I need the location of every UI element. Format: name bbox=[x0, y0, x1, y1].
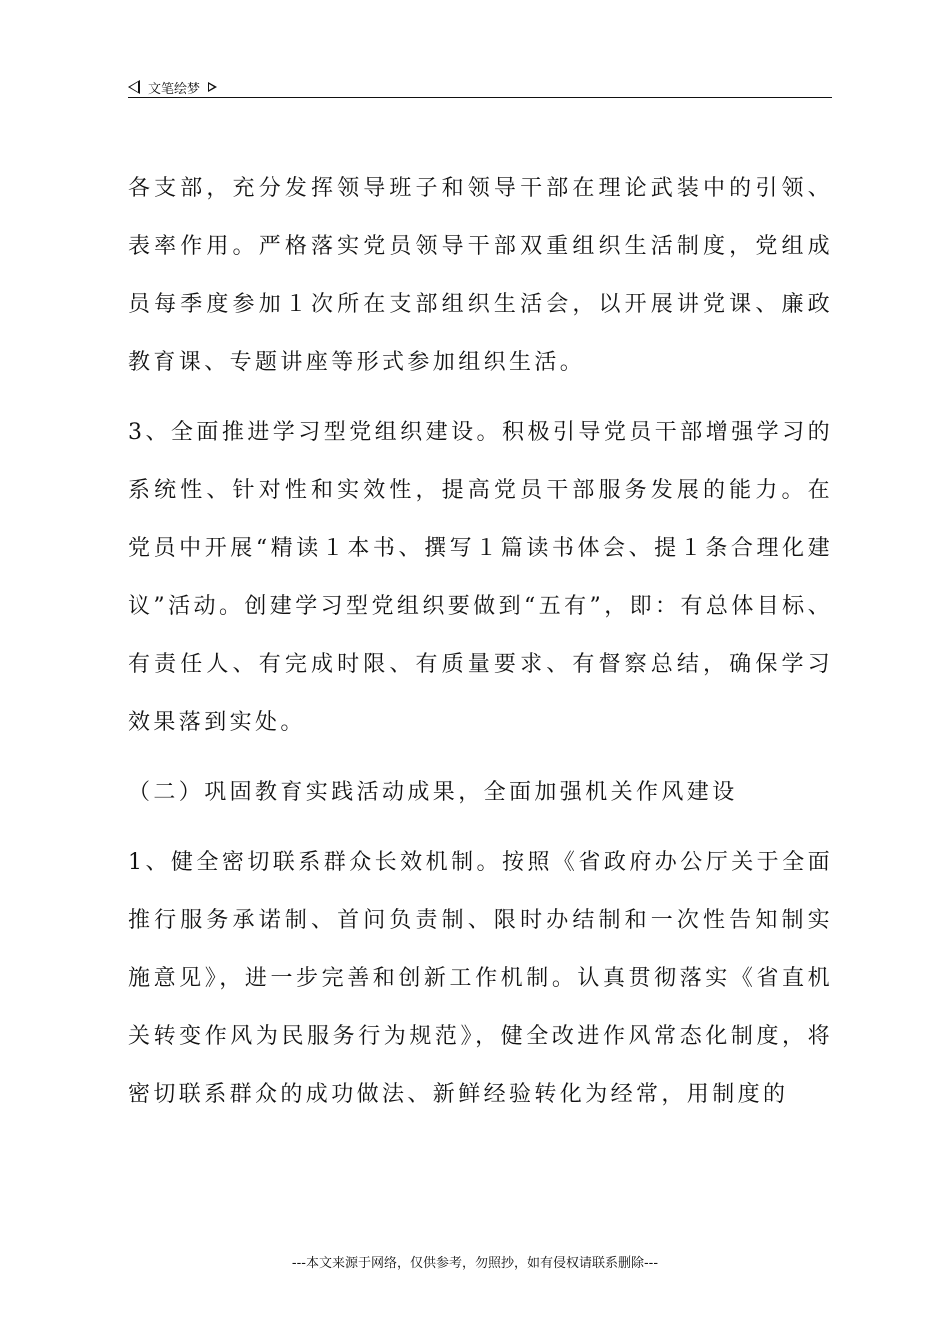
paragraph-3: 1、健全密切联系群众长效机制。按照《省政府办公厅关于全面推行服务承诺制、首问负责制、限时办结制和一次性告知制实施意见》，进一步完善和创新工作机制。认真贯彻落实《省直机关转变作风为民服务行为规范》，健全改进作风常态化制度，将密切联系群众的成功做法、新鲜经验转化为经常，用制度的 bbox=[128, 850, 833, 1107]
triangle-right-icon bbox=[208, 82, 217, 92]
header-divider bbox=[128, 97, 832, 98]
document-body bbox=[128, 160, 833, 1136]
paragraph-2: 3、全面推进学习型党组织建设。积极引导党员干部增强学习的系统性、针对性和实效性，提高党员干部服务发展的能力。在党员中开展“精读１本书、撰写１篇读书体会、提１条合理化建议”活动。创建学习型党组织要做到“五有”，即：有总体目标、有责任人、有完成时限、有质量要求、有督察总结，确保学习效果落到实处。 bbox=[128, 420, 833, 735]
footer-disclaimer: ---本文来源于网络，仅供参考，勿照抄，如有侵权请联系删除--- bbox=[291, 1256, 659, 1271]
section-heading: （二）巩固教育实践活动成果，全面加强机关作风建设 bbox=[128, 780, 738, 805]
header-title: 文笔绘梦 bbox=[148, 81, 201, 97]
triangle-left-icon bbox=[128, 80, 140, 94]
paragraph-1: 各支部，充分发挥领导班子和领导干部在理论武装中的引领、表率作用。严格落实党员领导干部双重组织生活制度，党组成员每季度参加１次所在支部组织生活会，以开展讲党课、廉政教育课、专题讲座等形式参加组织生活。 bbox=[128, 176, 833, 375]
page-header bbox=[128, 76, 832, 98]
